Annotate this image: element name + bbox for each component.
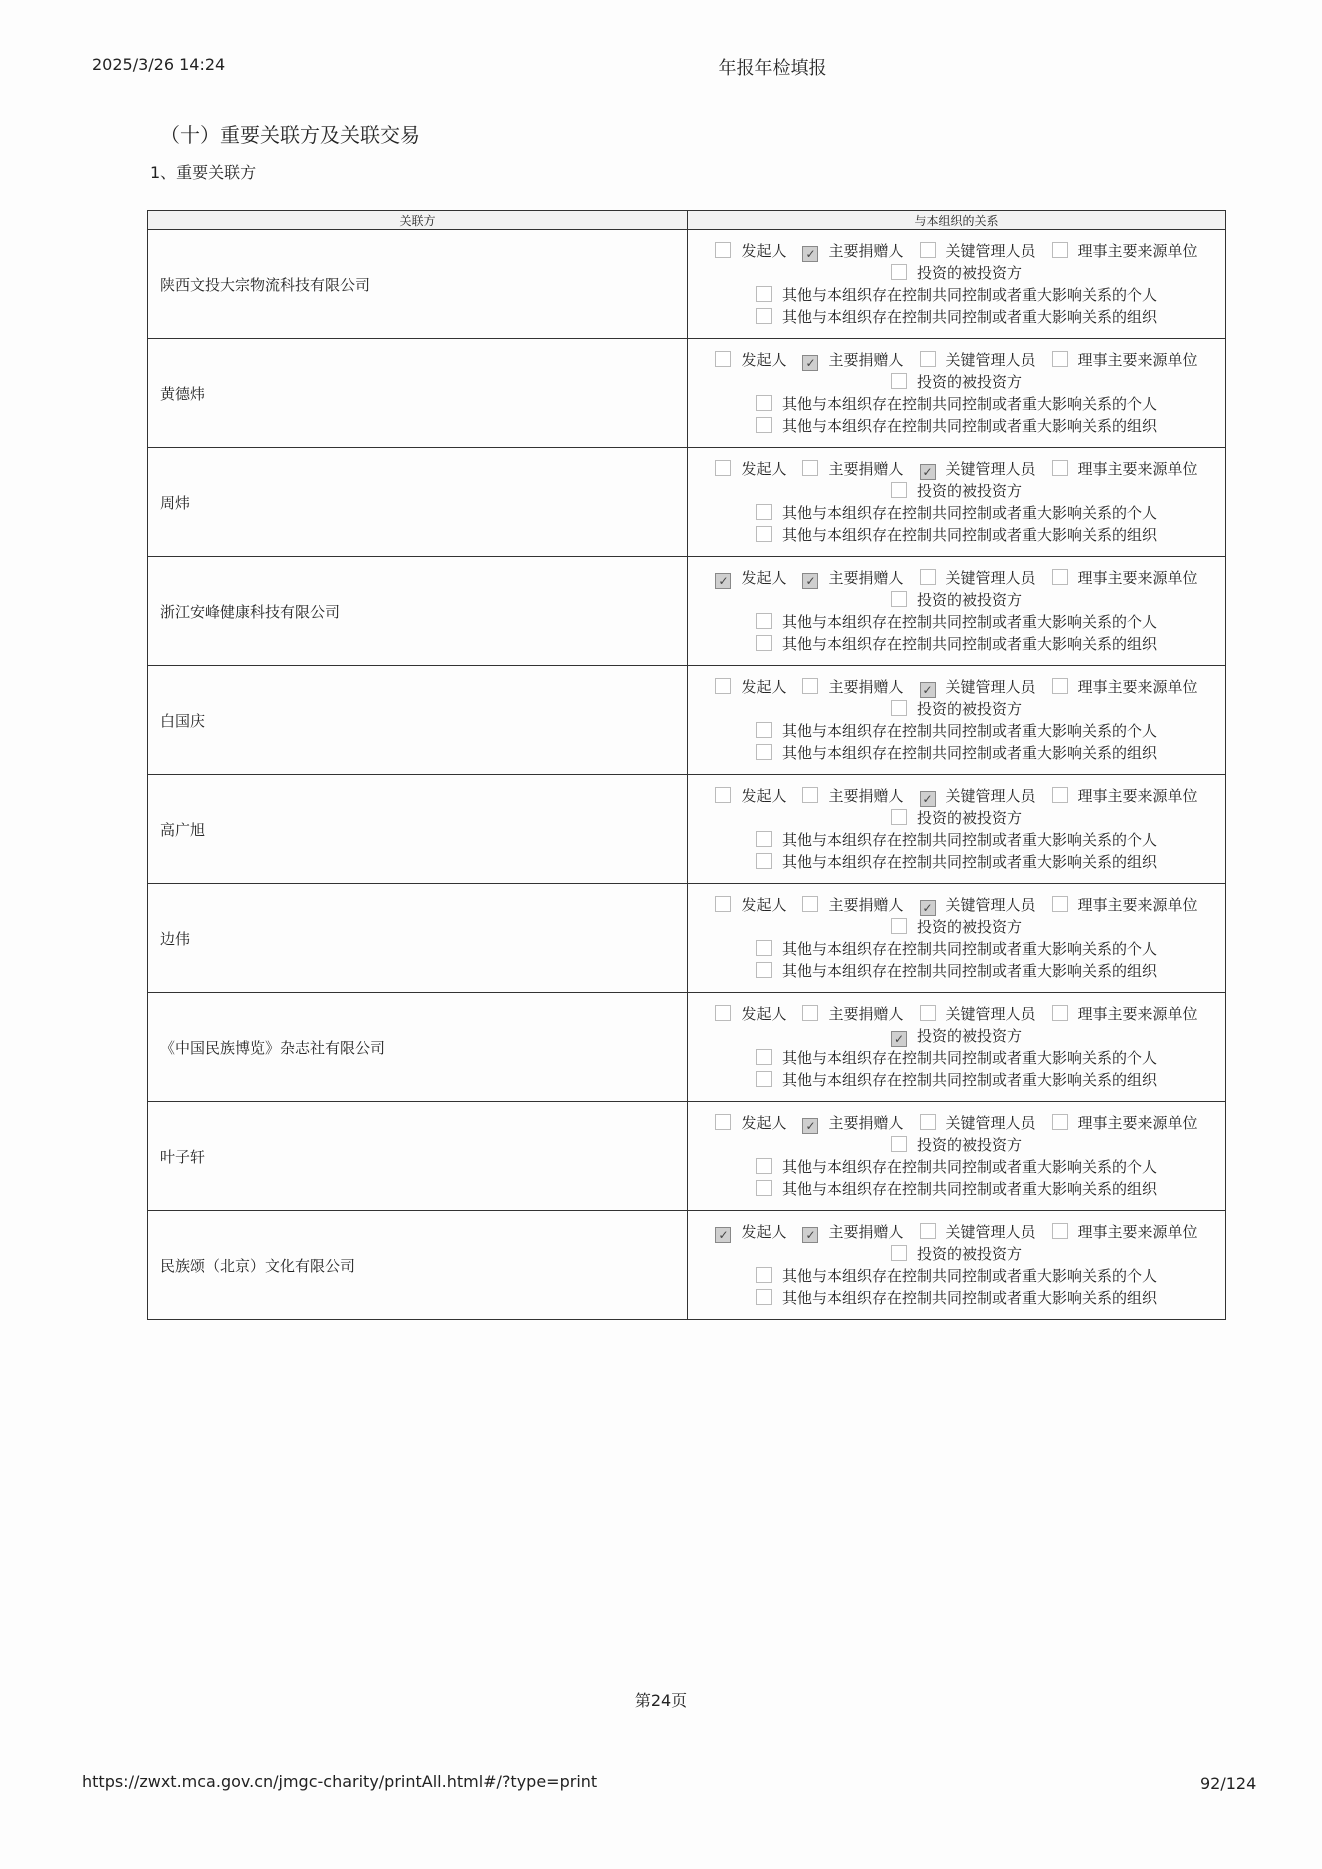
relationship-options — [688, 993, 1226, 1102]
checkbox-empty-icon[interactable] — [715, 896, 731, 912]
checkbox-empty-icon[interactable] — [715, 351, 731, 367]
related-party-name: 高广旭 — [148, 775, 688, 884]
checkbox-empty-icon[interactable] — [715, 1114, 731, 1130]
relationship-option-label: 投资的被投资方 — [916, 700, 1022, 718]
checkbox-empty-icon[interactable] — [756, 962, 772, 978]
relationship-option-label: 关键管理人员 — [945, 460, 1036, 478]
relationship-option-label: 关键管理人员 — [945, 787, 1036, 805]
relationship-option — [920, 458, 1036, 480]
table-row — [148, 448, 1226, 557]
print-datetime: 2025/3/26 14:24 — [92, 55, 226, 74]
relationship-option-label: 其他与本组织存在控制共同控制或者重大影响关系的组织 — [781, 635, 1157, 653]
relationship-option — [920, 1112, 1036, 1134]
relationship-option — [756, 960, 1157, 982]
checkbox-empty-icon[interactable] — [1052, 896, 1068, 912]
checkbox-checked-icon[interactable]: ✓ — [920, 900, 936, 916]
checkbox-checked-icon[interactable]: ✓ — [802, 573, 818, 589]
table-row — [148, 775, 1226, 884]
relationship-option — [802, 349, 903, 371]
relationship-option-label: 投资的被投资方 — [916, 1136, 1022, 1154]
relationship-option — [1052, 676, 1198, 698]
relationship-option-label: 主要捐赠人 — [828, 569, 904, 587]
relationship-option-label: 发起人 — [741, 569, 787, 587]
relationship-option — [891, 1134, 1022, 1156]
relationship-option-label: 其他与本组织存在控制共同控制或者重大影响关系的个人 — [781, 613, 1157, 631]
checkbox-checked-icon[interactable]: ✓ — [802, 1118, 818, 1134]
relationship-option-label: 其他与本组织存在控制共同控制或者重大影响关系的个人 — [781, 831, 1157, 849]
relationship-options — [688, 775, 1226, 884]
related-party-name: 边伟 — [148, 884, 688, 993]
relationship-option-label: 主要捐赠人 — [828, 1005, 904, 1023]
checkbox-empty-icon[interactable] — [1052, 1005, 1068, 1021]
relationship-option — [715, 1112, 786, 1134]
relationship-option — [756, 415, 1157, 437]
relationship-option-label: 关键管理人员 — [945, 569, 1036, 587]
relationship-option-label: 其他与本组织存在控制共同控制或者重大影响关系的个人 — [781, 940, 1157, 958]
checkbox-empty-icon[interactable] — [756, 286, 772, 302]
checkbox-empty-icon[interactable] — [756, 635, 772, 651]
footer-url[interactable]: https://zwxt.mca.gov.cn/jmgc-charity/printAll.html#/?type=print — [82, 1772, 598, 1791]
relationship-option-label: 理事主要来源单位 — [1077, 1223, 1198, 1241]
relationship-option-label: 发起人 — [741, 1223, 787, 1241]
checkbox-empty-icon[interactable] — [715, 1005, 731, 1021]
checkbox-empty-icon[interactable] — [920, 1114, 936, 1130]
related-party-name: 白国庆 — [148, 666, 688, 775]
relationship-option-label: 其他与本组织存在控制共同控制或者重大影响关系的个人 — [781, 722, 1157, 740]
checkbox-empty-icon[interactable] — [891, 591, 907, 607]
relationship-option-label: 主要捐赠人 — [828, 460, 904, 478]
relationship-option — [920, 1003, 1036, 1025]
related-party-name: 周炜 — [148, 448, 688, 557]
relationship-option — [756, 284, 1157, 306]
relationship-option-label: 主要捐赠人 — [828, 787, 904, 805]
relationship-option-label: 投资的被投资方 — [916, 482, 1022, 500]
checkbox-empty-icon[interactable] — [756, 1049, 772, 1065]
relationship-option-label: 其他与本组织存在控制共同控制或者重大影响关系的个人 — [781, 395, 1157, 413]
checkbox-empty-icon[interactable] — [802, 896, 818, 912]
table-row — [148, 230, 1226, 339]
checkbox-empty-icon[interactable] — [1052, 1223, 1068, 1239]
relationship-option — [715, 676, 786, 698]
checkbox-empty-icon[interactable] — [756, 1267, 772, 1283]
checkbox-checked-icon[interactable]: ✓ — [802, 1227, 818, 1243]
relationship-option — [891, 698, 1022, 720]
relationship-option-label: 关键管理人员 — [945, 351, 1036, 369]
checkbox-empty-icon[interactable] — [802, 1005, 818, 1021]
relationship-option — [1052, 894, 1198, 916]
table-row — [148, 339, 1226, 448]
checkbox-empty-icon[interactable] — [891, 373, 907, 389]
table-row — [148, 666, 1226, 775]
relationship-option-label: 其他与本组织存在控制共同控制或者重大影响关系的组织 — [781, 308, 1157, 326]
relationship-option — [1052, 349, 1198, 371]
relationship-option-label: 关键管理人员 — [945, 896, 1036, 914]
relationship-option — [891, 807, 1022, 829]
checkbox-empty-icon[interactable] — [756, 504, 772, 520]
relationship-option-label: 发起人 — [741, 896, 787, 914]
checkbox-empty-icon[interactable] — [1052, 787, 1068, 803]
relationship-option-label: 其他与本组织存在控制共同控制或者重大影响关系的组织 — [781, 962, 1157, 980]
checkbox-empty-icon[interactable] — [891, 809, 907, 825]
checkbox-empty-icon[interactable] — [756, 395, 772, 411]
relationship-option-label: 发起人 — [741, 787, 787, 805]
checkbox-empty-icon[interactable] — [715, 678, 731, 694]
relationship-option — [802, 1003, 903, 1025]
relationship-option — [715, 349, 786, 371]
relationship-option — [756, 851, 1157, 873]
relationship-option — [891, 589, 1022, 611]
relationship-option — [891, 1025, 1022, 1047]
relationship-option-label: 其他与本组织存在控制共同控制或者重大影响关系的组织 — [781, 1071, 1157, 1089]
relationship-options — [688, 884, 1226, 993]
relationship-option — [891, 371, 1022, 393]
checkbox-empty-icon[interactable] — [756, 744, 772, 760]
page-header-title: 年报年检填报 — [718, 58, 827, 79]
relationship-options — [688, 1211, 1226, 1320]
relationship-option — [756, 611, 1157, 633]
relationship-option — [891, 916, 1022, 938]
relationship-option-label: 主要捐赠人 — [828, 896, 904, 914]
checkbox-empty-icon[interactable] — [756, 1071, 772, 1087]
column-header-party: 关联方 — [148, 211, 688, 230]
checkbox-empty-icon[interactable] — [1052, 1114, 1068, 1130]
checkbox-empty-icon[interactable] — [715, 787, 731, 803]
relationship-option — [891, 480, 1022, 502]
relationship-option — [715, 785, 786, 807]
relationship-option-label: 理事主要来源单位 — [1077, 787, 1198, 805]
relationship-option-label: 其他与本组织存在控制共同控制或者重大影响关系的组织 — [781, 526, 1157, 544]
relationship-option-label: 主要捐赠人 — [828, 678, 904, 696]
relationship-option — [1052, 1003, 1198, 1025]
related-party-name: 黄德炜 — [148, 339, 688, 448]
relationship-option-label: 其他与本组织存在控制共同控制或者重大影响关系的组织 — [781, 1180, 1157, 1198]
checkbox-empty-icon[interactable] — [715, 460, 731, 476]
relationship-options — [688, 1102, 1226, 1211]
checkbox-empty-icon[interactable] — [756, 1180, 772, 1196]
checkbox-empty-icon[interactable] — [756, 722, 772, 738]
checkbox-checked-icon[interactable]: ✓ — [891, 1031, 907, 1047]
relationship-option — [920, 894, 1036, 916]
checkbox-empty-icon[interactable] — [802, 678, 818, 694]
relationship-option-label: 理事主要来源单位 — [1077, 569, 1198, 587]
relationship-option — [920, 567, 1036, 589]
checkbox-empty-icon[interactable] — [756, 831, 772, 847]
relationship-option — [715, 1003, 786, 1025]
relationship-option — [891, 262, 1022, 284]
checkbox-empty-icon[interactable] — [891, 918, 907, 934]
footer-page-count: 92/124 — [1200, 1774, 1257, 1793]
related-party-name: 浙江安峰健康科技有限公司 — [148, 557, 688, 666]
relationship-option-label: 主要捐赠人 — [828, 1114, 904, 1132]
relationship-option — [802, 567, 903, 589]
relationship-option — [756, 1287, 1157, 1309]
relationship-option — [756, 1047, 1157, 1069]
checkbox-empty-icon[interactable] — [891, 700, 907, 716]
related-parties-table — [147, 210, 1226, 1320]
relationship-option — [802, 1221, 903, 1243]
relationship-option — [715, 458, 786, 480]
relationship-option — [1052, 458, 1198, 480]
checkbox-checked-icon[interactable]: ✓ — [715, 1227, 731, 1243]
relationship-option — [756, 829, 1157, 851]
relationship-option-label: 关键管理人员 — [945, 1114, 1036, 1132]
relationship-option — [920, 240, 1036, 262]
relationship-option-label: 理事主要来源单位 — [1077, 896, 1198, 914]
relationship-option-label: 主要捐赠人 — [828, 242, 904, 260]
checkbox-empty-icon[interactable] — [756, 940, 772, 956]
checkbox-empty-icon[interactable] — [891, 482, 907, 498]
relationship-option-label: 其他与本组织存在控制共同控制或者重大影响关系的个人 — [781, 1158, 1157, 1176]
relationship-options — [688, 448, 1226, 557]
relationship-options — [688, 666, 1226, 775]
checkbox-empty-icon[interactable] — [891, 264, 907, 280]
relationship-option-label: 其他与本组织存在控制共同控制或者重大影响关系的组织 — [781, 1289, 1157, 1307]
checkbox-empty-icon[interactable] — [756, 613, 772, 629]
section-subtitle: 1、重要关联方 — [150, 163, 257, 182]
relationship-option-label: 其他与本组织存在控制共同控制或者重大影响关系的组织 — [781, 744, 1157, 762]
checkbox-empty-icon[interactable] — [920, 1223, 936, 1239]
relationship-option — [715, 1221, 786, 1243]
relationship-option — [756, 306, 1157, 328]
relationship-option-label: 其他与本组织存在控制共同控制或者重大影响关系的个人 — [781, 1267, 1157, 1285]
relationship-option-label: 发起人 — [741, 242, 787, 260]
relationship-option-label: 理事主要来源单位 — [1077, 242, 1198, 260]
table-row — [148, 1211, 1226, 1320]
checkbox-empty-icon[interactable] — [756, 308, 772, 324]
checkbox-checked-icon[interactable]: ✓ — [802, 355, 818, 371]
relationship-option-label: 关键管理人员 — [945, 1005, 1036, 1023]
relationship-option — [802, 1112, 903, 1134]
relationship-option — [1052, 1221, 1198, 1243]
checkbox-empty-icon[interactable] — [1052, 460, 1068, 476]
relationship-option-label: 投资的被投资方 — [916, 1027, 1022, 1045]
checkbox-empty-icon[interactable] — [756, 1158, 772, 1174]
table-row — [148, 884, 1226, 993]
relationship-option — [756, 720, 1157, 742]
checkbox-empty-icon[interactable] — [756, 526, 772, 542]
relationship-option-label: 主要捐赠人 — [828, 351, 904, 369]
relationship-option — [891, 1243, 1022, 1265]
relationship-option-label: 主要捐赠人 — [828, 1223, 904, 1241]
relationship-option — [1052, 567, 1198, 589]
checkbox-checked-icon[interactable]: ✓ — [920, 682, 936, 698]
relationship-options — [688, 339, 1226, 448]
relationship-option — [802, 785, 903, 807]
relationship-option — [756, 524, 1157, 546]
relationship-option — [920, 1221, 1036, 1243]
relationship-option — [756, 393, 1157, 415]
relationship-option-label: 发起人 — [741, 1114, 787, 1132]
relationship-option-label: 理事主要来源单位 — [1077, 460, 1198, 478]
checkbox-empty-icon[interactable] — [756, 853, 772, 869]
relationship-option — [920, 785, 1036, 807]
relationship-option-label: 投资的被投资方 — [916, 373, 1022, 391]
checkbox-empty-icon[interactable] — [891, 1136, 907, 1152]
checkbox-checked-icon[interactable]: ✓ — [715, 573, 731, 589]
relationship-option-label: 发起人 — [741, 460, 787, 478]
relationship-option — [756, 1156, 1157, 1178]
related-party-name: 陕西文投大宗物流科技有限公司 — [148, 230, 688, 339]
checkbox-empty-icon[interactable] — [756, 1289, 772, 1305]
relationship-option-label: 投资的被投资方 — [916, 809, 1022, 827]
relationship-option — [756, 938, 1157, 960]
relationship-option — [802, 894, 903, 916]
relationship-option-label: 投资的被投资方 — [916, 264, 1022, 282]
checkbox-empty-icon[interactable] — [1052, 351, 1068, 367]
checkbox-empty-icon[interactable] — [920, 242, 936, 258]
checkbox-empty-icon[interactable] — [1052, 242, 1068, 258]
section-title: （十）重要关联方及关联交易 — [160, 123, 420, 147]
relationship-option-label: 理事主要来源单位 — [1077, 351, 1198, 369]
checkbox-empty-icon[interactable] — [802, 460, 818, 476]
relationship-option-label: 发起人 — [741, 678, 787, 696]
relationship-option — [1052, 785, 1198, 807]
relationship-option-label: 理事主要来源单位 — [1077, 1114, 1198, 1132]
relationship-option — [715, 567, 786, 589]
table-row — [148, 993, 1226, 1102]
relationship-option — [920, 349, 1036, 371]
checkbox-empty-icon[interactable] — [920, 351, 936, 367]
table-row — [148, 557, 1226, 666]
relationship-option-label: 投资的被投资方 — [916, 918, 1022, 936]
relationship-options — [688, 557, 1226, 666]
checkbox-checked-icon[interactable]: ✓ — [920, 791, 936, 807]
related-party-name: 叶子轩 — [148, 1102, 688, 1211]
page-number: 第24页 — [634, 1691, 688, 1710]
relationship-option-label: 发起人 — [741, 1005, 787, 1023]
relationship-option — [1052, 240, 1198, 262]
checkbox-empty-icon[interactable] — [1052, 678, 1068, 694]
relationship-option — [756, 502, 1157, 524]
relationship-option-label: 理事主要来源单位 — [1077, 1005, 1198, 1023]
relationship-option — [1052, 1112, 1198, 1134]
relationship-options — [688, 230, 1226, 339]
checkbox-empty-icon[interactable] — [715, 242, 731, 258]
relationship-option-label: 投资的被投资方 — [916, 1245, 1022, 1263]
related-party-name: 民族颂（北京）文化有限公司 — [148, 1211, 688, 1320]
relationship-option — [756, 742, 1157, 764]
relationship-option — [802, 240, 903, 262]
relationship-option — [756, 1265, 1157, 1287]
relationship-option-label: 关键管理人员 — [945, 242, 1036, 260]
relationship-option-label: 关键管理人员 — [945, 1223, 1036, 1241]
relationship-option — [802, 458, 903, 480]
relationship-option-label: 投资的被投资方 — [916, 591, 1022, 609]
checkbox-empty-icon[interactable] — [802, 787, 818, 803]
relationship-option-label: 其他与本组织存在控制共同控制或者重大影响关系的组织 — [781, 853, 1157, 871]
relationship-option-label: 其他与本组织存在控制共同控制或者重大影响关系的个人 — [781, 286, 1157, 304]
checkbox-empty-icon[interactable] — [920, 569, 936, 585]
checkbox-empty-icon[interactable] — [1052, 569, 1068, 585]
relationship-option — [756, 1178, 1157, 1200]
related-party-name: 《中国民族博览》杂志社有限公司 — [148, 993, 688, 1102]
relationship-option-label: 理事主要来源单位 — [1077, 678, 1198, 696]
relationship-option-label: 其他与本组织存在控制共同控制或者重大影响关系的个人 — [781, 1049, 1157, 1067]
checkbox-empty-icon[interactable] — [756, 417, 772, 433]
column-header-relation: 与本组织的关系 — [688, 211, 1226, 230]
relationship-option-label: 发起人 — [741, 351, 787, 369]
relationship-option — [920, 676, 1036, 698]
checkbox-checked-icon[interactable]: ✓ — [802, 246, 818, 262]
relationship-option — [715, 240, 786, 262]
relationship-option — [802, 676, 903, 698]
table-row — [148, 1102, 1226, 1211]
relationship-option — [756, 633, 1157, 655]
relationship-option — [756, 1069, 1157, 1091]
checkbox-empty-icon[interactable] — [891, 1245, 907, 1261]
relationship-option-label: 关键管理人员 — [945, 678, 1036, 696]
relationship-option — [715, 894, 786, 916]
relationship-option-label: 其他与本组织存在控制共同控制或者重大影响关系的组织 — [781, 417, 1157, 435]
checkbox-checked-icon[interactable]: ✓ — [920, 464, 936, 480]
relationship-option-label: 其他与本组织存在控制共同控制或者重大影响关系的个人 — [781, 504, 1157, 522]
checkbox-empty-icon[interactable] — [920, 1005, 936, 1021]
